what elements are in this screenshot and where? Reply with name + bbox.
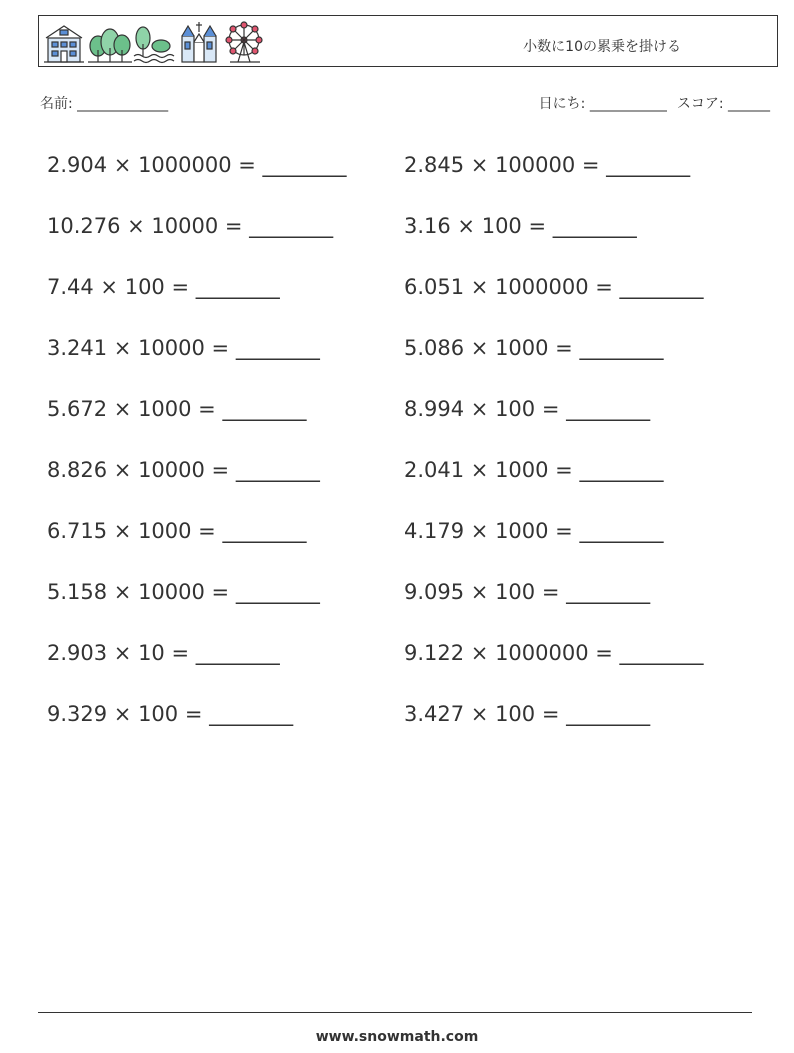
house-icon: [44, 26, 84, 62]
worksheet-header: [38, 15, 778, 67]
problem-item: 4.179 × 1000 = ________: [404, 519, 664, 543]
problem-item: 3.427 × 100 = ________: [404, 702, 651, 726]
problem-item: 5.158 × 10000 = ________: [47, 580, 320, 604]
problem-item: 6.715 × 1000 = ________: [47, 519, 307, 543]
worksheet-title: 小数に10の累乗を掛ける: [523, 39, 681, 55]
problem-item: 2.904 × 1000000 = ________: [47, 153, 347, 177]
problem-item: 9.122 × 1000000 = ________: [404, 641, 704, 665]
score-field: スコア: ______: [676, 96, 770, 112]
problem-item: 8.994 × 100 = ________: [404, 397, 651, 421]
problem-item: 9.329 × 100 = ________: [47, 702, 294, 726]
problem-item: 6.051 × 1000000 = ________: [404, 275, 704, 299]
date-field: 日にち: ___________: [538, 96, 667, 112]
problem-item: 3.16 × 100 = ________: [404, 214, 637, 238]
problem-item: 5.672 × 1000 = ________: [47, 397, 307, 421]
ferris-wheel-icon: [226, 22, 262, 62]
problem-item: 2.041 × 1000 = ________: [404, 458, 664, 482]
problem-item: 2.845 × 100000 = ________: [404, 153, 691, 177]
problem-item: 2.903 × 10 = ________: [47, 641, 280, 665]
problem-item: 8.826 × 10000 = ________: [47, 458, 320, 482]
header-illustration: [44, 20, 266, 64]
problem-item: 7.44 × 100 = ________: [47, 275, 280, 299]
problem-item: 10.276 × 10000 = ________: [47, 214, 334, 238]
church-icon: [182, 22, 216, 62]
trees-icon: [88, 29, 132, 62]
name-field: 名前: _____________: [40, 96, 169, 112]
footer-divider: [38, 1012, 752, 1013]
problem-item: 9.095 × 100 = ________: [404, 580, 651, 604]
park-icon: [134, 27, 174, 63]
problem-item: 5.086 × 1000 = ________: [404, 336, 664, 360]
footer-website: www.snowmath.com: [315, 1029, 479, 1045]
date-score-fields: [539, 93, 770, 113]
problem-item: 3.241 × 10000 = ________: [47, 336, 320, 360]
